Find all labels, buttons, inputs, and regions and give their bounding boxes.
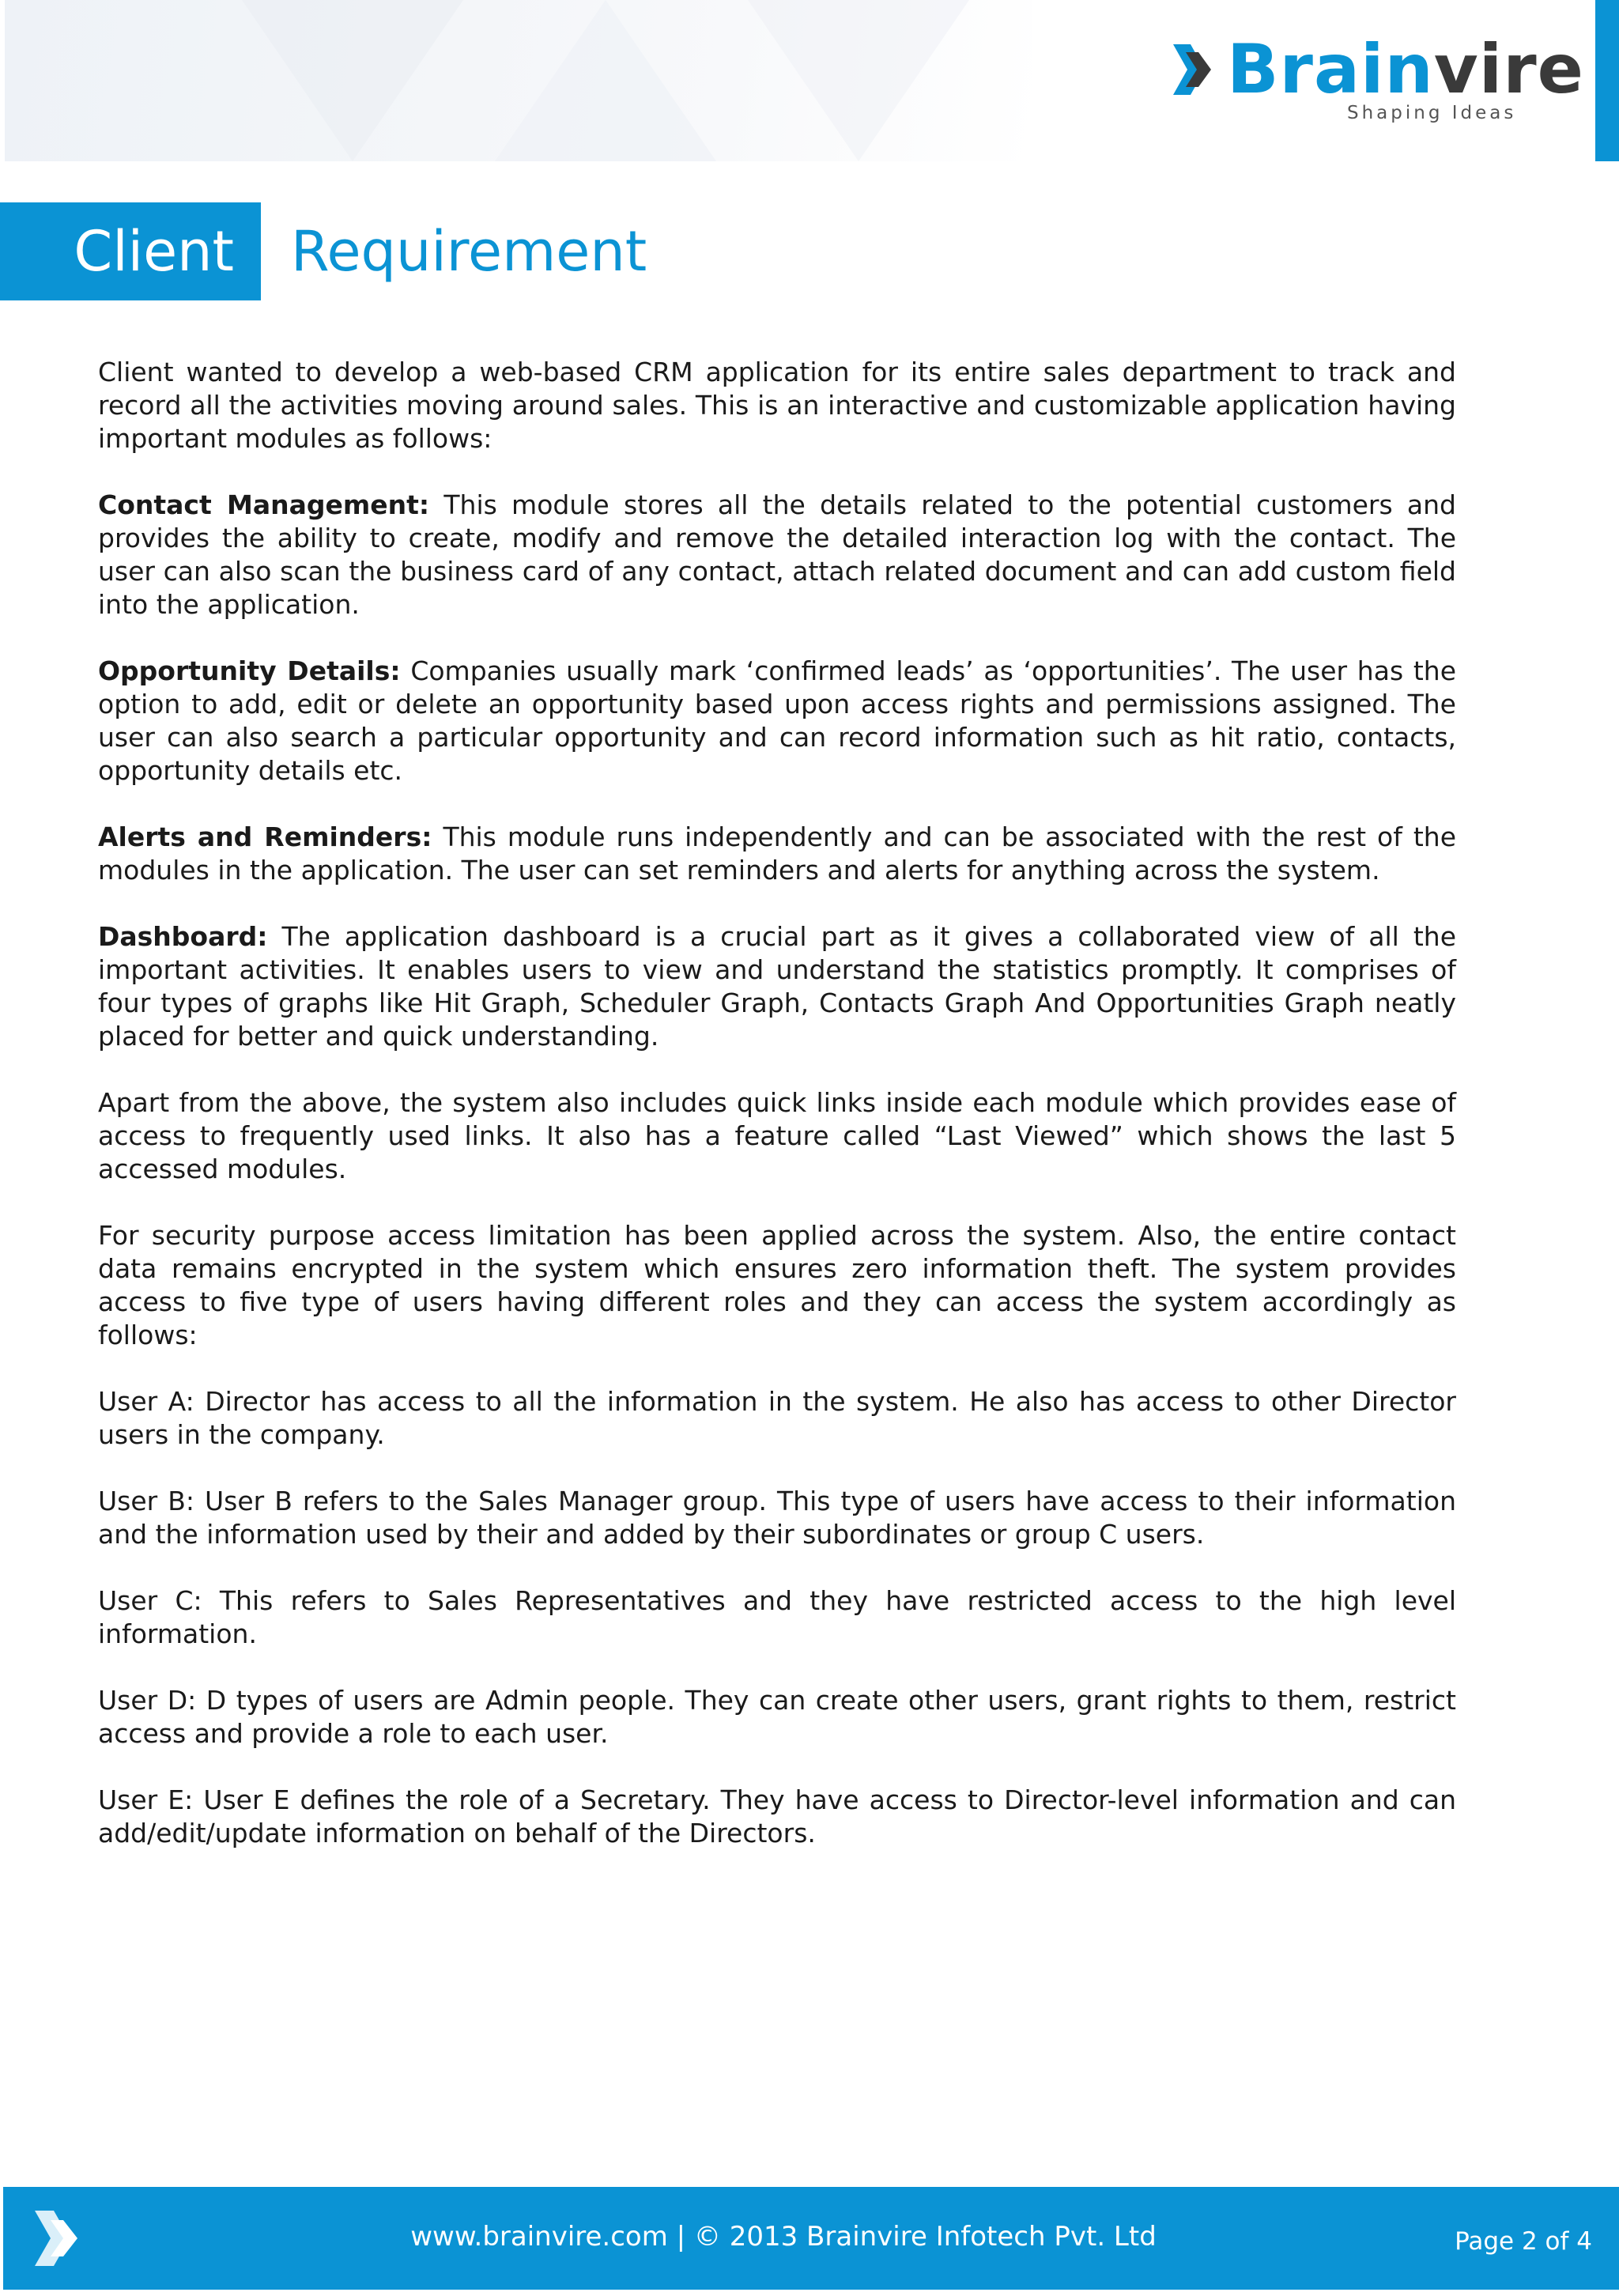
user-d-paragraph: User D: D types of users are Admin people. They can create other users, grant rights to them, restrict access and provide a role to each user. (98, 1685, 1456, 1749)
module-text: The application dashboard is a crucial part as it gives a collaborated view of all the important activities. It enables users to view and understand the statistics promptly. It comprises of four types of graphs like Hit Graph, Scheduler Graph, Contacts Graph And Opportunities Graph neatly placed for better and quick understanding. (98, 921, 1456, 1052)
header-background (5, 0, 1032, 161)
page-title-client: Client (74, 219, 234, 284)
header-pattern-shape (242, 0, 463, 161)
intro-paragraph: Client wanted to develop a web-based CRM application for its entire sales department to track and record all the activities moving around sales. This is an interactive and customizable application having important modules as follows: (98, 357, 1456, 454)
logo-tagline: Shaping Ideas (1347, 103, 1517, 123)
user-e-paragraph: User E: User E defines the role of a Secretary. They have access to Director-level information and can add/edit/update information on behalf of the Directors. (98, 1784, 1456, 1849)
page-number: Page 2 of 4 (1455, 2227, 1592, 2256)
brainvire-chevron-icon (1173, 44, 1216, 95)
security-paragraph: For security purpose access limitation has been applied across the system. Also, the entire contact data remains encrypted in the system which ensures zero information theft. The system provides access to five type of users having different roles and they can access the system accordingly as follows: (98, 1220, 1456, 1350)
module-text: This module runs independently and can be associated with the rest of the modules in the application. The user can set reminders and alerts for anything across the system. (98, 821, 1457, 886)
module-heading: Alerts and Reminders: (98, 821, 432, 852)
module-text: Companies usually mark ‘confirmed leads’ as ‘opportunities’. The user has the option to add, edit or delete an opportunity based upon access rights and permissions assigned. The user can also search a particular opportunity and can record information such as hit ratio, contacts, opportunity details etc. (98, 655, 1456, 786)
logo-wordmark: Brainvire (1227, 30, 1584, 109)
document-body (98, 356, 1456, 1883)
header-pattern-shape (748, 0, 969, 161)
module-heading: Opportunity Details: (98, 655, 401, 686)
module-dashboard (98, 920, 1456, 1053)
module-opportunity-details (98, 655, 1456, 787)
module-heading: Dashboard: (98, 921, 268, 952)
brainvire-logo (1173, 30, 1584, 130)
user-a-paragraph: User A: Director has access to all the information in the system. He also has access to other Director users in the company. (98, 1386, 1456, 1450)
quick-links-paragraph: Apart from the above, the system also includes quick links inside each module which provides ease of access to frequently used links. It also has a feature called “Last Viewed” which shows the last 5 accessed modules. (98, 1087, 1456, 1184)
module-text: This module stores all the details related to the potential customers and provides the ability to create, modify and remove the detailed interaction log with the contact. The user can also scan the business card of any contact, attach related document and can add custom field into the application. (98, 489, 1456, 620)
module-contact-management (98, 489, 1456, 621)
header-pattern-shape (495, 0, 716, 161)
page-title-requirement: Requirement (291, 219, 647, 284)
user-b-paragraph: User B: User B refers to the Sales Manager group. This type of users have access to their information and the information used by their and added by their subordinates or group C users. (98, 1486, 1456, 1550)
header-accent-bar (1595, 0, 1619, 161)
footer-copyright (3, 2187, 1619, 2290)
module-alerts-reminders (98, 821, 1456, 887)
module-heading: Contact Management: (98, 489, 430, 520)
page-footer (3, 2187, 1619, 2290)
footer-copyright-text: www.brainvire.com | © 2013 Brainvire Infotech Pvt. Ltd (410, 2221, 1157, 2253)
user-c-paragraph: User C: This refers to Sales Representatives and they have restricted access to the high level information. (98, 1585, 1456, 1649)
